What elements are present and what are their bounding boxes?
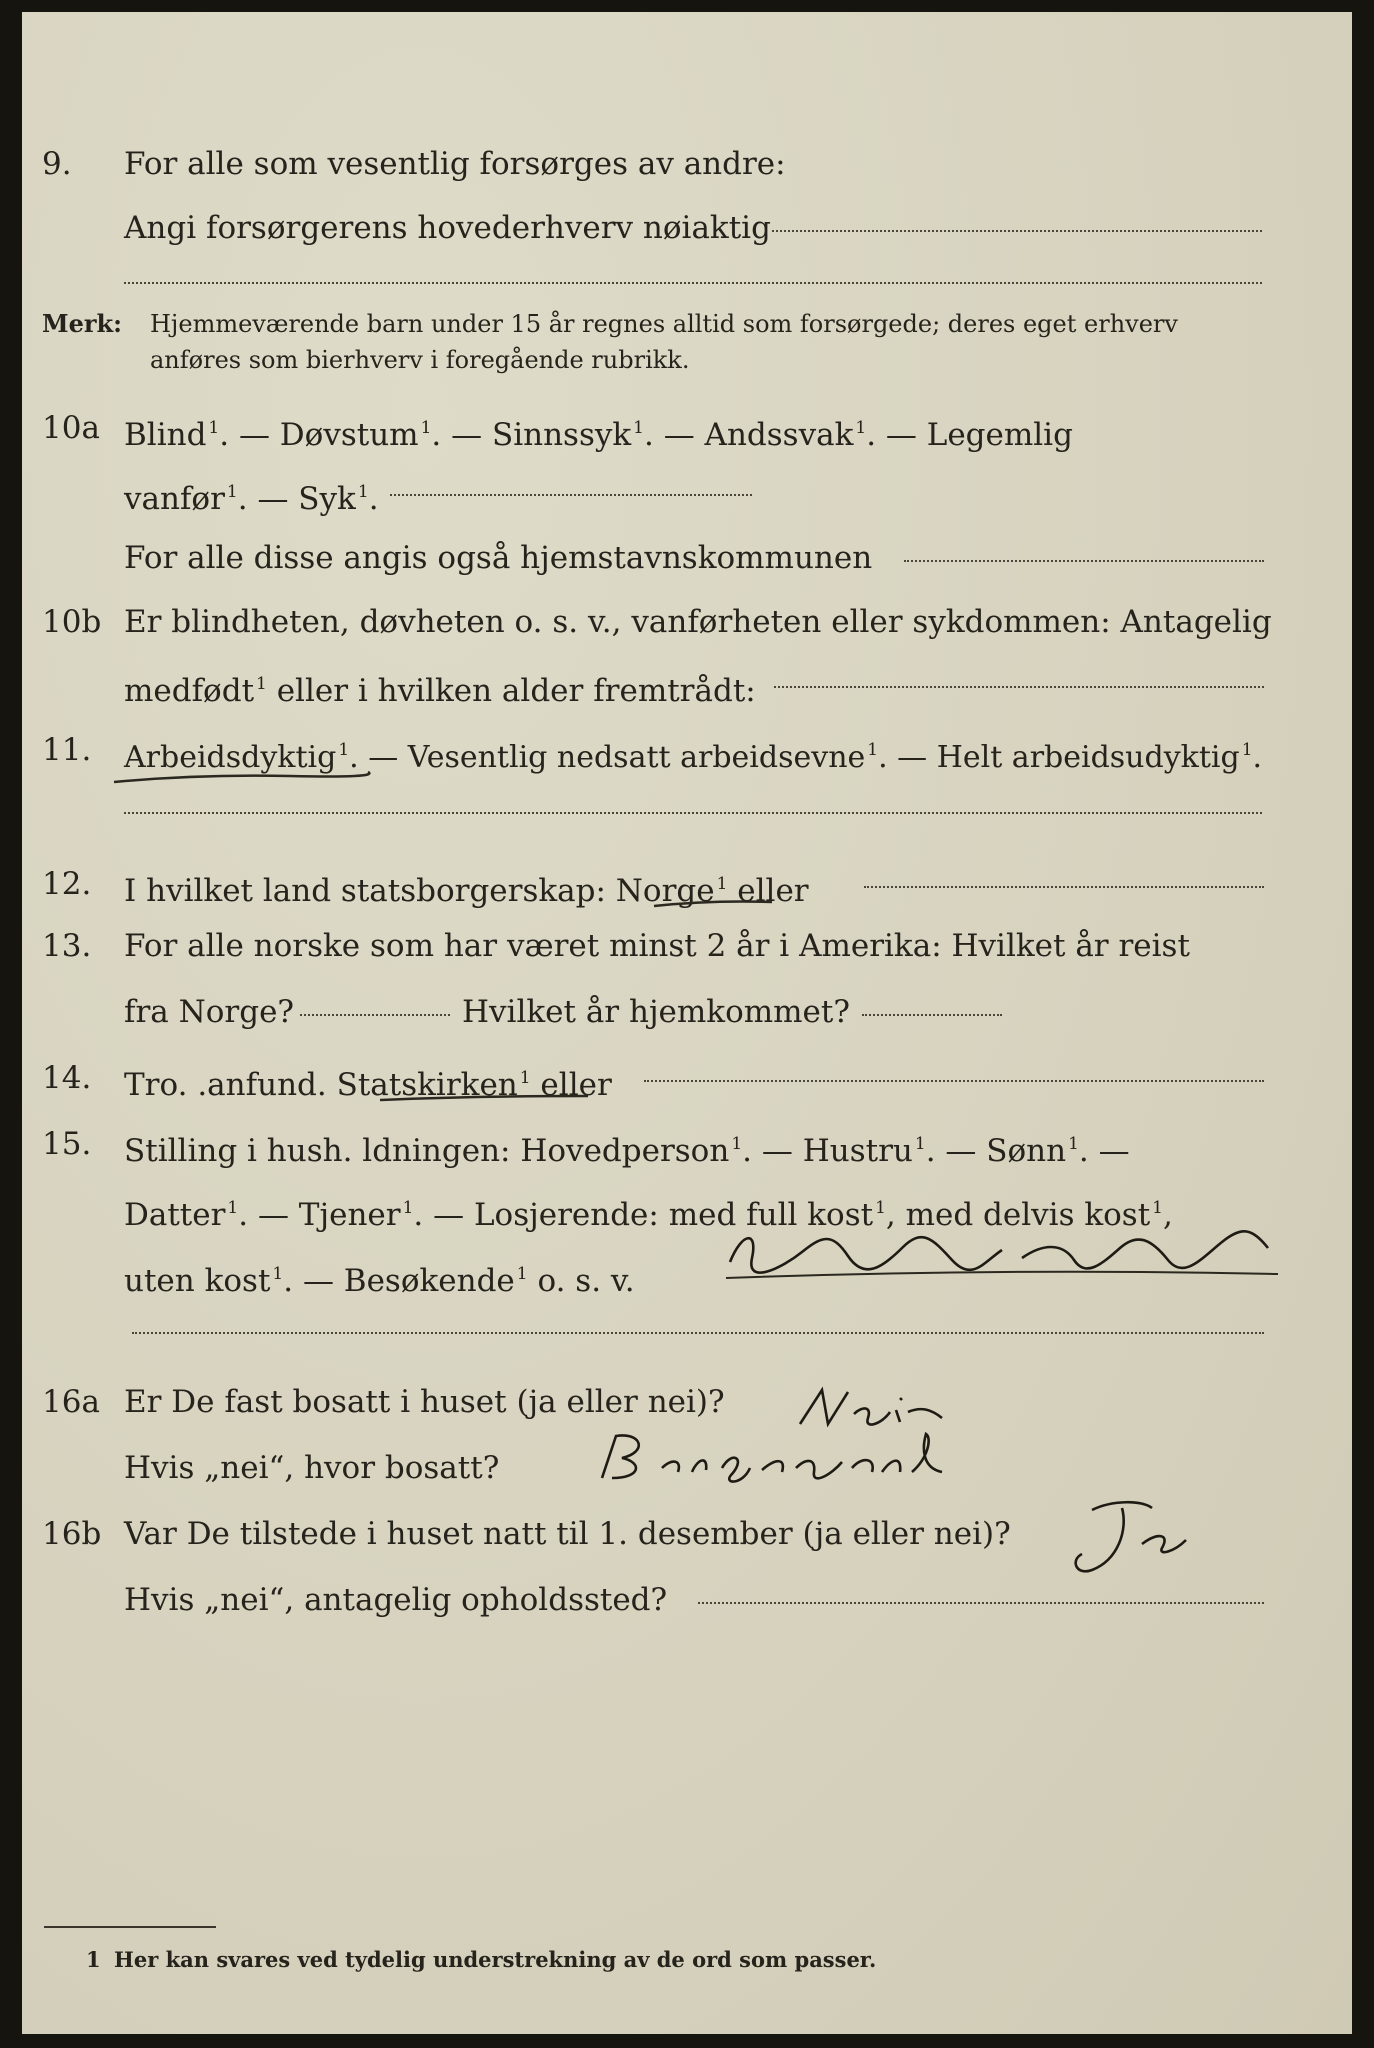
question-text: Hvis „nei“, antagelig opholdssted? <box>124 1582 668 1618</box>
note-text: Hjemmeværende barn under 15 år regnes alltid som forsørgede; deres eget erhverv <box>150 310 1178 338</box>
footnote <box>22 1942 1352 1978</box>
question-text: For alle som vesentlig forsørges av andre: <box>124 146 786 182</box>
question-15-line-1 <box>22 1118 1352 1170</box>
answer-line[interactable] <box>904 560 1264 562</box>
note-line-1 <box>22 306 1352 342</box>
question-number: 16a <box>42 1384 100 1420</box>
question-number: 14. <box>42 1060 92 1096</box>
answer-line[interactable] <box>124 812 1262 814</box>
handwritten-underline <box>110 760 390 790</box>
answer-line[interactable] <box>132 1332 1264 1334</box>
handwritten-answer-ja <box>1062 1500 1202 1580</box>
question-16a-line-1 <box>22 1376 1352 1428</box>
question-text: medfødt $^1$ eller i hvilken alder fremtrådt: <box>124 673 756 709</box>
question-9-line-1 <box>22 138 1352 190</box>
question-text: Tro. .anfund. Statskirken $^1$ eller <box>124 1067 612 1103</box>
question-number: 10a <box>42 410 100 446</box>
question-number: 12. <box>42 866 92 902</box>
answer-line[interactable] <box>644 1080 1264 1082</box>
question-text: Stilling i hush. ldningen: Hovedperson $^1$. — Hustru $^1$. — Sønn $^1$. — <box>124 1133 1130 1169</box>
handwritten-answer-stilling <box>722 1218 1282 1288</box>
footnote-text: Her kan svares ved tydelig understrekning av de ord som passer. <box>114 1947 877 1972</box>
question-text: Var De tilstede i huset natt til 1. desember (ja eller nei)? <box>124 1516 1011 1552</box>
question-16b-line-2 <box>22 1574 1352 1626</box>
question-10b-line-2 <box>22 658 1352 710</box>
census-form-page <box>22 12 1352 2034</box>
question-number: 11. <box>42 732 92 768</box>
question-9-line-2 <box>22 202 1352 254</box>
answer-line[interactable] <box>124 282 1262 284</box>
question-text: Hvis „nei“, hvor bosatt? <box>124 1450 500 1486</box>
question-text: Datter $^1$. — Tjener $^1$. — Losjerende: med full kost $^1$, med delvis kost $^1$, <box>124 1197 1173 1233</box>
question-text: Hvilket år hjemkommet? <box>462 994 850 1030</box>
footnote-mark: 1 <box>86 1947 101 1972</box>
answer-line[interactable] <box>698 1602 1264 1604</box>
question-text: Angi forsørgerens hovederhverv nøiaktig <box>124 210 771 246</box>
question-text: fra Norge? <box>124 994 295 1030</box>
question-text: Er blindheten, døvheten o. s. v., vanførheten eller sykdommen: Antagelig <box>124 604 1272 640</box>
option-norge[interactable]: Norge <box>615 873 715 909</box>
question-10a-line-3 <box>22 532 1352 584</box>
note-text: anføres som bierhverv i foregående rubrikk. <box>150 346 690 374</box>
answer-line[interactable] <box>862 1014 1002 1016</box>
note-line-2 <box>22 342 1352 378</box>
handwritten-answer-nei <box>792 1384 952 1434</box>
answer-line[interactable] <box>300 1014 450 1016</box>
question-14 <box>22 1052 1352 1104</box>
handwritten-underline <box>652 894 782 914</box>
footnote-rule <box>44 1926 216 1928</box>
question-number: 10b <box>42 604 102 640</box>
question-text: Er De fast bosatt i huset (ja eller nei)? <box>124 1384 725 1420</box>
question-text: For alle disse angis også hjemstavnskommunen <box>124 540 873 576</box>
question-number: 15. <box>42 1126 92 1162</box>
answer-line[interactable] <box>774 686 1264 688</box>
question-number: 16b <box>42 1516 102 1552</box>
answer-line[interactable] <box>390 494 752 496</box>
question-10a-line-1 <box>22 402 1352 454</box>
question-10b-line-1 <box>22 596 1352 648</box>
handwritten-answer-bosatt <box>582 1428 982 1488</box>
question-text: For alle norske som har været minst 2 år i Amerika: Hvilket år reist <box>124 928 1190 964</box>
question-text: vanfør $^1$. — Syk $^1$. <box>124 481 379 517</box>
question-text: Arbeidsdyktig $^1$. — Vesentlig nedsatt arbeidsevne $^1$. — Helt arbeidsudyktig $^1$. <box>124 740 1263 775</box>
answer-line[interactable] <box>864 886 1264 888</box>
question-text: Blind $^1$. — Døvstum $^1$. — Sinnssyk $^1$. — Andssvak $^1$. — Legemlig <box>124 417 1073 453</box>
option-arbeidsdyktig[interactable]: Arbeidsdyktig <box>124 740 337 775</box>
question-number: 9. <box>42 146 72 182</box>
question-number: 13. <box>42 928 92 964</box>
answer-line[interactable] <box>772 230 1262 232</box>
question-text: I hvilket land statsborgerskap: Norge $^1$ eller <box>124 873 809 909</box>
question-13-line-1 <box>22 920 1352 972</box>
question-13-line-2 <box>22 986 1352 1038</box>
question-text: uten kost $^1$. — Besøkende $^1$ o. s. v. <box>124 1263 635 1299</box>
option-statskirken[interactable]: Statskirken <box>336 1067 518 1103</box>
question-10a-line-2 <box>22 466 1352 518</box>
handwritten-underline <box>378 1090 598 1110</box>
note-label: Merk: <box>42 309 122 338</box>
